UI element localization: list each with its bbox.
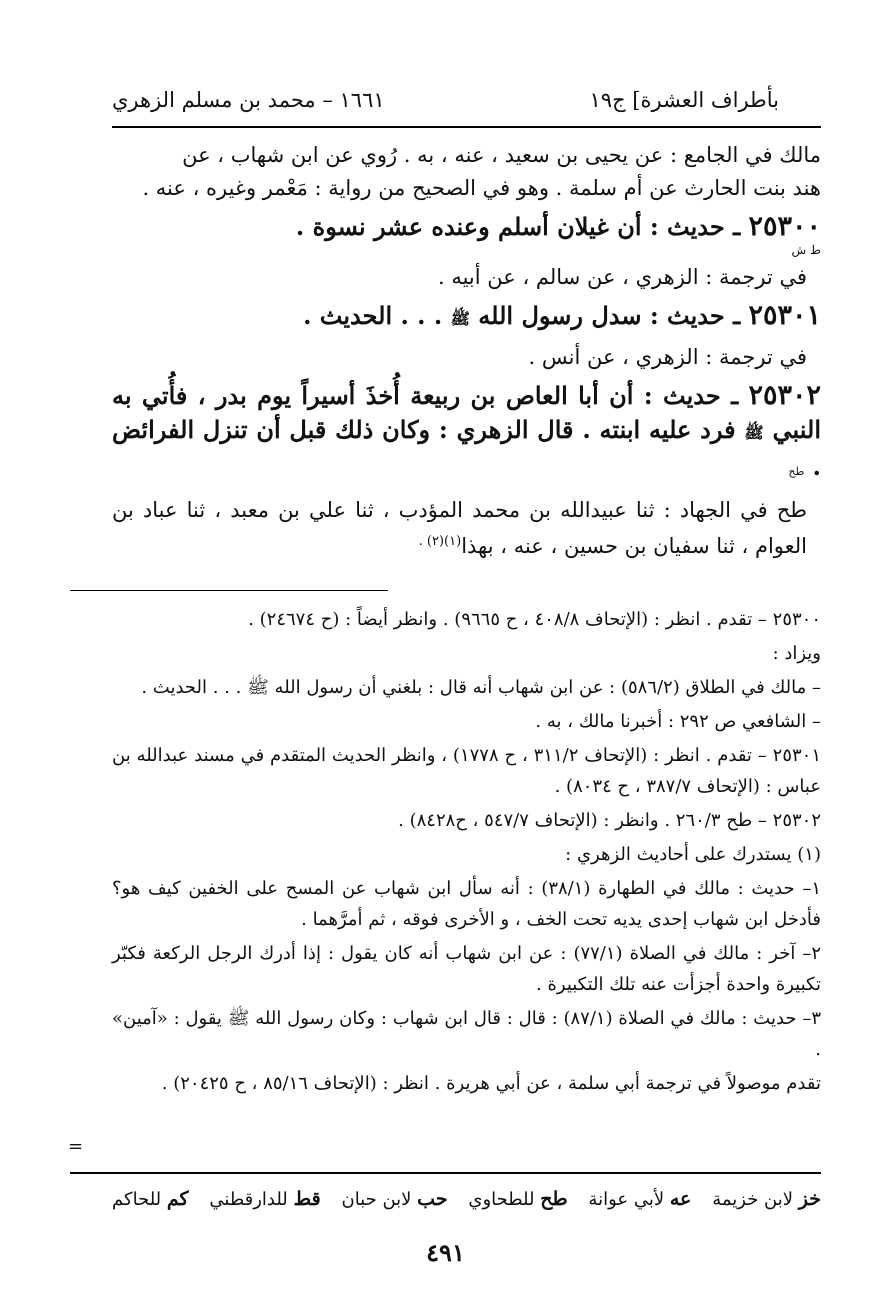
intro-line-1: مالك في الجامع : عن يحيى بن سعيد ، عنه ، به . رُوي عن ابن شهاب ، عن bbox=[182, 143, 821, 167]
note-1-heading: (١) يستدرك على أحاديث الزهري : bbox=[565, 844, 821, 865]
page-number: ٤٩١ bbox=[426, 1238, 465, 1267]
note-25302: ٢٥٣٠٢ – طح ٢٦٠/٣ . وانظر : (الإتحاف ٥٤٧/٧ ، ح٨٤٢٨) . bbox=[398, 810, 821, 831]
continuation-mark: = bbox=[68, 1136, 84, 1157]
abbrev-item: قط للدارقطني bbox=[209, 1188, 321, 1210]
source-sigla: طح bbox=[788, 465, 805, 478]
hadith-number: ٢٥٣٠٢ bbox=[748, 380, 821, 411]
note-malik-talaq: – مالك في الطلاق (٥٨٦/٢) : عن ابن شهاب أنه قال : بلغني أن رسول الله ﷺ . . . الحديث . bbox=[141, 677, 821, 698]
abbrev-item: طح للطحاوي bbox=[468, 1188, 568, 1210]
header-section-title: ١٦٦١ – محمد بن مسلم الزهري bbox=[112, 88, 385, 112]
hadith-number: ٢٥٣٠١ bbox=[748, 300, 821, 331]
source-sigla: ط ش bbox=[791, 243, 821, 257]
running-header bbox=[112, 80, 779, 120]
abbrev-item: خز لابن خزيمة bbox=[712, 1188, 821, 1210]
abbreviation-rule bbox=[70, 1172, 821, 1174]
hadith-25301 bbox=[112, 299, 821, 336]
isnad-text: طح في الجهاد : ثنا عبيدالله بن محمد المؤدب ، ثنا علي بن معبد ، ثنا عباد بن العوام ، ثنا سفيان بن حسين ، عنه ، بهذا bbox=[112, 498, 807, 558]
abbrev-item: عه لأبي عوانة bbox=[588, 1188, 692, 1210]
hadith-text: ـ حديث : أن غيلان أسلم وعنده عشر نسوة . bbox=[295, 212, 741, 241]
abbreviation-legend bbox=[112, 1182, 821, 1217]
hadith-25302 bbox=[112, 379, 821, 489]
note-shafii: – الشافعي ص ٢٩٢ : أخبرنا مالك ، به . bbox=[535, 711, 821, 732]
note-addition-label: ويزاد : bbox=[772, 643, 821, 664]
hadith-text-end: . . . الحديث . bbox=[303, 301, 443, 330]
hadith-text: ـ حديث : أن أبا العاص بن ربيعة أُخذَ أسيراً يوم بدر ، فأُتي به النبي bbox=[112, 381, 821, 444]
tarjama-line: في ترجمة : الزهري ، عن أنس . bbox=[528, 345, 807, 369]
note-1-item-1: ١– حديث : مالك في الطهارة (٣٨/١) : أنه سأل ابن شهاب عن المسح على الخفين كيف هو؟ فأدخل ابن شهاب إحدى يديه تحت الخف ، و الأخرى فوقه ، ثم أمرَّهما . bbox=[112, 878, 821, 930]
note-25301: ٢٥٣٠١ – تقدم . انظر : (الإتحاف ٣١١/٢ ، ح ١٧٧٨) ، وانظر الحديث المتقدم في مسند عبدالله بن عباس : (الإتحاف ٣٨٧/٧ ، ح ٨٠٣٤) . bbox=[112, 745, 821, 797]
hadith-text: ـ حديث : سدل رسول الله bbox=[478, 301, 741, 330]
hadith-text-end: فرد عليه ابنته . قال الزهري : وكان ذلك قبل أن تنزل الفرائض . bbox=[112, 415, 821, 481]
salawat-glyph: ﷺ bbox=[744, 423, 764, 442]
tarjama-line: في ترجمة : الزهري ، عن سالم ، عن أبيه . bbox=[437, 265, 807, 289]
header-book-title: بأطراف العشرة] ج١٩ bbox=[589, 88, 779, 112]
footnote-refs: (١)(٢) . bbox=[418, 534, 462, 549]
note-1-item-3: ٣– حديث : مالك في الصلاة (٨٧/١) : قال : قال ابن شهاب : وكان رسول الله ﷺ يقول : «آمين» . bbox=[112, 1008, 821, 1060]
hadith-25300 bbox=[112, 210, 821, 256]
salawat-glyph: ﷺ bbox=[450, 309, 470, 328]
header-rule bbox=[112, 126, 821, 128]
note-25300: ٢٥٣٠٠ – تقدم . انظر : (الإتحاف ٤٠٨/٨ ، ح ٩٦٦٥) . وانظر أيضاً : (ح ٢٤٦٧٤) . bbox=[248, 609, 821, 630]
abbrev-item: كم للحاكم bbox=[112, 1188, 189, 1210]
main-text bbox=[112, 140, 821, 564]
isnad-line bbox=[112, 495, 821, 562]
abbrev-item: حب لابن حبان bbox=[341, 1188, 448, 1210]
note-1-item-2: ٢– آخر : مالك في الصلاة (٧٧/١) : عن ابن شهاب أنه كان يقول : إذا أدرك الرجل الركعة فكبّر تكبيرة واحدة أجزأت عنه تلك التكبيرة . bbox=[112, 943, 821, 995]
note-1-item-3-cont: تقدم موصولاً في ترجمة أبي سلمة ، عن أبي هريرة . انظر : (الإتحاف ٨٥/١٦ ، ح ٢٠٤٢٥) . bbox=[161, 1073, 821, 1094]
footnotes bbox=[112, 604, 821, 1102]
intro-line-2: هند بنت الحارث عن أم سلمة . وهو في الصحيح من رواية : مَعْمر وغيره ، عنه . bbox=[142, 176, 821, 200]
footnote-rule bbox=[70, 590, 388, 591]
hadith-number: ٢٥٣٠٠ bbox=[748, 211, 821, 242]
